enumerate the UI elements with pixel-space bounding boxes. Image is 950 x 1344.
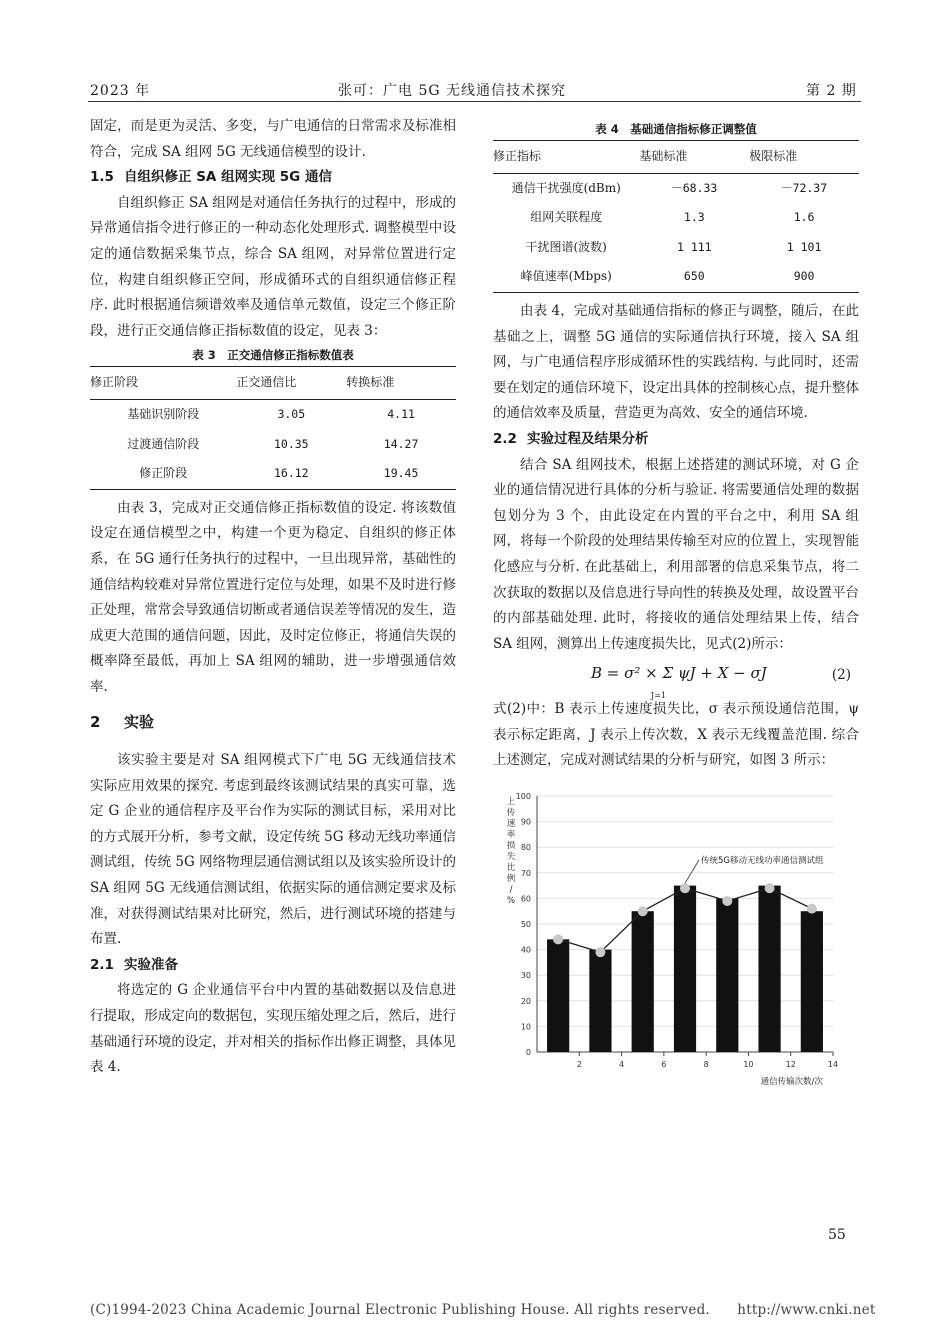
section-2-2-number: 2.2 bbox=[493, 430, 517, 447]
series-marker bbox=[595, 947, 605, 957]
table-cell: 19.45 bbox=[346, 459, 456, 489]
table-cell: 10.35 bbox=[273, 436, 309, 451]
after-table4-paragraph: 由表 4，完成对基础通信指标的修正与调整，随后，在此基础之上，调整 5G 通信的实际通信执行环境，接入 SA 组网，与广电通信程序形成循环性的实践结构. 与此同时，还需要在划定的通信环境下，设定出具体的控制核心点，提升整体的通信效率及质量，营造更为高效、安全的通信环境. bbox=[493, 302, 859, 422]
table4-header-cell: 基础标准 bbox=[639, 141, 749, 174]
table-cell: 干扰图谱(波数) bbox=[525, 239, 607, 254]
x-tick-label: 2 bbox=[576, 1060, 582, 1070]
bar bbox=[758, 886, 780, 1052]
y-tick-label: 50 bbox=[520, 920, 531, 930]
table-cell: 1.6 bbox=[793, 210, 815, 225]
table4-header-cell: 极限标准 bbox=[749, 141, 859, 174]
section-2-number: 2 bbox=[90, 713, 101, 732]
chart-svg bbox=[493, 784, 859, 1094]
section-1-5-number: 1.5 bbox=[90, 169, 114, 186]
x-axis-label: 通信传输次数/次 bbox=[760, 1077, 823, 1088]
bar bbox=[674, 886, 696, 1052]
series-marker bbox=[680, 883, 690, 893]
table-cell: 900 bbox=[749, 262, 859, 292]
table-row bbox=[493, 203, 859, 233]
after-formula-paragraph: 式(2)中：B 表示上传速度损失比，σ 表示预设通信范围，ψ 表示标定距离，J 表示上传次数，X 表示无线覆盖范围. 综合上述测定，完成对测试结果的分析与研究，如图 3 所示： bbox=[493, 701, 859, 769]
bar bbox=[547, 939, 569, 1052]
section-1-5-heading bbox=[90, 165, 456, 191]
section-2-2-paragraph: 结合 SA 组网技术，根据上述搭建的测试环境，对 G 企业的通信情况进行具体的分析与验证. 将需要通信处理的数据包划分为 3 个，由此设定在内置的平台之中，利用 SA 组网，将每一个阶段的处理结果传输至对应的位置上，实现智能化感应与分析. 在此基础上，利用部署的信息采集节点，将二次获取的数据以及信息进行导向性的转换及处理，故设置平台的内部基础处理. 此时，将接收的通信处理结果上传，结合 SA 组网，测算出上传速度损失比，见式(2)所示： bbox=[493, 456, 859, 652]
bar bbox=[801, 911, 823, 1052]
section-2-title: 实验 bbox=[124, 713, 155, 732]
bar bbox=[716, 898, 738, 1052]
y-tick-label: 80 bbox=[520, 843, 531, 853]
series-marker bbox=[722, 896, 732, 906]
y-tick-label: 0 bbox=[525, 1048, 531, 1058]
table-row bbox=[90, 430, 456, 460]
table-cell: 3.05 bbox=[277, 406, 306, 421]
table-cell: －68.33 bbox=[671, 180, 718, 195]
table-cell: 14.27 bbox=[383, 436, 419, 451]
table-cell: 过渡通信阶段 bbox=[127, 436, 200, 451]
header-title: 张可：广电 5G 无线通信技术探究 bbox=[338, 83, 566, 99]
series-marker bbox=[807, 904, 817, 914]
table-row bbox=[493, 173, 859, 203]
y-tick-label: 20 bbox=[520, 996, 531, 1006]
y-axis-label: 上传速率损失比例/ % bbox=[506, 797, 516, 907]
header-issue: 第 2 期 bbox=[806, 83, 857, 99]
x-tick-label: 4 bbox=[619, 1060, 625, 1070]
section-2-heading bbox=[90, 710, 456, 736]
bar bbox=[589, 950, 611, 1052]
x-tick-label: 8 bbox=[703, 1060, 709, 1070]
chart-annotation: 传统5G移动无线功率通信测试组 bbox=[701, 856, 824, 867]
copyright-footer: (C)1994-2023 China Academic Journal Electronic Publishing House. All rights reserved. http://www.cnki.net bbox=[90, 1302, 876, 1318]
table-row bbox=[90, 399, 456, 429]
table-cell: 基础识别阶段 bbox=[127, 406, 200, 421]
y-tick-label: 30 bbox=[520, 971, 531, 981]
x-tick-label: 14 bbox=[827, 1060, 839, 1070]
table-cell: 650 bbox=[639, 262, 749, 292]
table-cell: 4.11 bbox=[387, 406, 415, 421]
section-2-1-heading bbox=[90, 953, 456, 979]
page-number: 55 bbox=[828, 1227, 846, 1243]
table-cell: 1.3 bbox=[683, 210, 705, 225]
table-cell: 1 101 bbox=[786, 239, 822, 254]
header-year: 2023 年 bbox=[90, 83, 151, 99]
y-tick-label: 60 bbox=[520, 894, 531, 904]
section-2-1-paragraph: 将选定的 G 企业通信平台中内置的基础数据以及信息进行提取，形成定向的数据包，实现压缩处理之后，然后，进行基础通行环境的设定，并对相关的指标作出修正调整，具体见表 4. bbox=[90, 982, 456, 1076]
formula-number: (2) bbox=[831, 667, 851, 684]
right-column bbox=[493, 118, 859, 1094]
table-cell: 峰值速率(Mbps) bbox=[493, 262, 639, 292]
annotation-leader bbox=[685, 860, 699, 883]
table3-header-cell: 修正阶段 bbox=[90, 367, 236, 400]
y-tick-label: 100 bbox=[515, 792, 531, 802]
table4 bbox=[493, 140, 859, 293]
section-1-5-paragraph: 自组织修正 SA 组网是对通信任务执行的过程中，形成的异常通信指令进行修正的一种动态化处理形式. 调整模型中设定的通信数据采集节点，综合 SA 组网，对异常位置进行定位，构建自组织修正空间，形成循环式的自组织通信修正程序. 此时根据通信频谱效率及通信单元数值，设定三个修正阶段，进行正交通信修正指标数值的设定，见表 3： bbox=[90, 194, 456, 339]
after-table3-paragraph: 由表 3，完成对正交通信修正指标数值的设定. 将该数值设定在通信模型之中，构建一个更为稳定、自组织的修正体系，在 5G 通行任务执行的过程中，一旦出现异常，基础性的通信结构较难对异常位置进行定位与处理，如果不及时进行修正处理，常常会导致通信切断或者通信误差等情况的发生，造成更大范围的通信问题，因此，及时定位修正，将通信失误的概率降至最低，再加上 SA 组网的辅助，进一步增强通信效率. bbox=[90, 499, 456, 695]
table-cell: 1 111 bbox=[676, 239, 712, 254]
series-marker bbox=[553, 934, 563, 944]
header-rule bbox=[88, 101, 861, 102]
table-cell: 通信干扰强度(dBm) bbox=[511, 180, 621, 195]
table3-header-cell: 正交通信比 bbox=[236, 367, 346, 400]
series-marker bbox=[765, 883, 775, 893]
table-row bbox=[493, 262, 859, 292]
table4-caption: 表 4 基础通信指标修正调整值 bbox=[595, 122, 757, 136]
formula-body: B = σ² × Σ ψJ + X − σJ bbox=[591, 664, 767, 683]
section-1-5-title: 自组织修正 SA 组网实现 5G 通信 bbox=[124, 169, 332, 186]
figure-3-chart bbox=[493, 784, 859, 1094]
table-cell: 16.12 bbox=[236, 459, 346, 489]
section-2-2-heading bbox=[493, 427, 859, 453]
table-cell: 修正阶段 bbox=[90, 459, 236, 489]
section-2-1-title: 实验准备 bbox=[124, 956, 178, 973]
x-tick-label: 6 bbox=[661, 1060, 667, 1070]
section-2-paragraph: 该实验主要是对 SA 组网模式下广电 5G 无线通信技术实际应用效果的探究. 考虑到最终该测试结果的真实可靠，选定 G 企业的通信程序及平台作为实际的测试目标，采用对比的方式展开分析，参考文献，设定传统 5G 移动无线功率通信测试组，传统 5G 网络物理层通信测试组以及该实验所设计的 SA 组网 5G 无线通信测试组，依据实际的通信测定要求及标准，对获得测试结果对比研究，然后，进行测试环境的搭建与布置. bbox=[90, 752, 456, 948]
table-cell: 组网关联程度 bbox=[530, 210, 603, 225]
x-tick-label: 12 bbox=[785, 1060, 796, 1070]
section-2-1-number: 2.1 bbox=[90, 956, 114, 973]
y-tick-label: 40 bbox=[520, 945, 531, 955]
y-tick-label: 10 bbox=[520, 1022, 531, 1032]
table3-caption: 表 3 正交通信修正指标数值表 bbox=[192, 348, 354, 363]
bar bbox=[632, 911, 654, 1052]
table-row bbox=[493, 233, 859, 263]
y-tick-label: 70 bbox=[520, 868, 531, 878]
section-2-2-title: 实验过程及结果分析 bbox=[527, 430, 649, 447]
y-tick-label: 90 bbox=[520, 817, 531, 827]
x-tick-label: 10 bbox=[743, 1060, 754, 1070]
table4-header-row bbox=[493, 141, 859, 174]
table4-header-cell: 修正指标 bbox=[493, 141, 639, 174]
series-marker bbox=[638, 906, 648, 916]
formula-sum-index: J=1 bbox=[651, 691, 666, 701]
table-row bbox=[90, 459, 456, 489]
table3-header-cell: 转换标准 bbox=[346, 367, 456, 400]
formula-2 bbox=[493, 657, 859, 701]
continued-paragraph: 固定，而是更为灵活、多变，与广电通信的日常需求及标准相符合，完成 SA 组网 5G 无线通信模型的设计. bbox=[90, 118, 456, 160]
table3-header-row bbox=[90, 367, 456, 400]
table-cell: －72.37 bbox=[781, 180, 828, 195]
left-column bbox=[90, 114, 456, 1081]
table3 bbox=[90, 366, 456, 489]
